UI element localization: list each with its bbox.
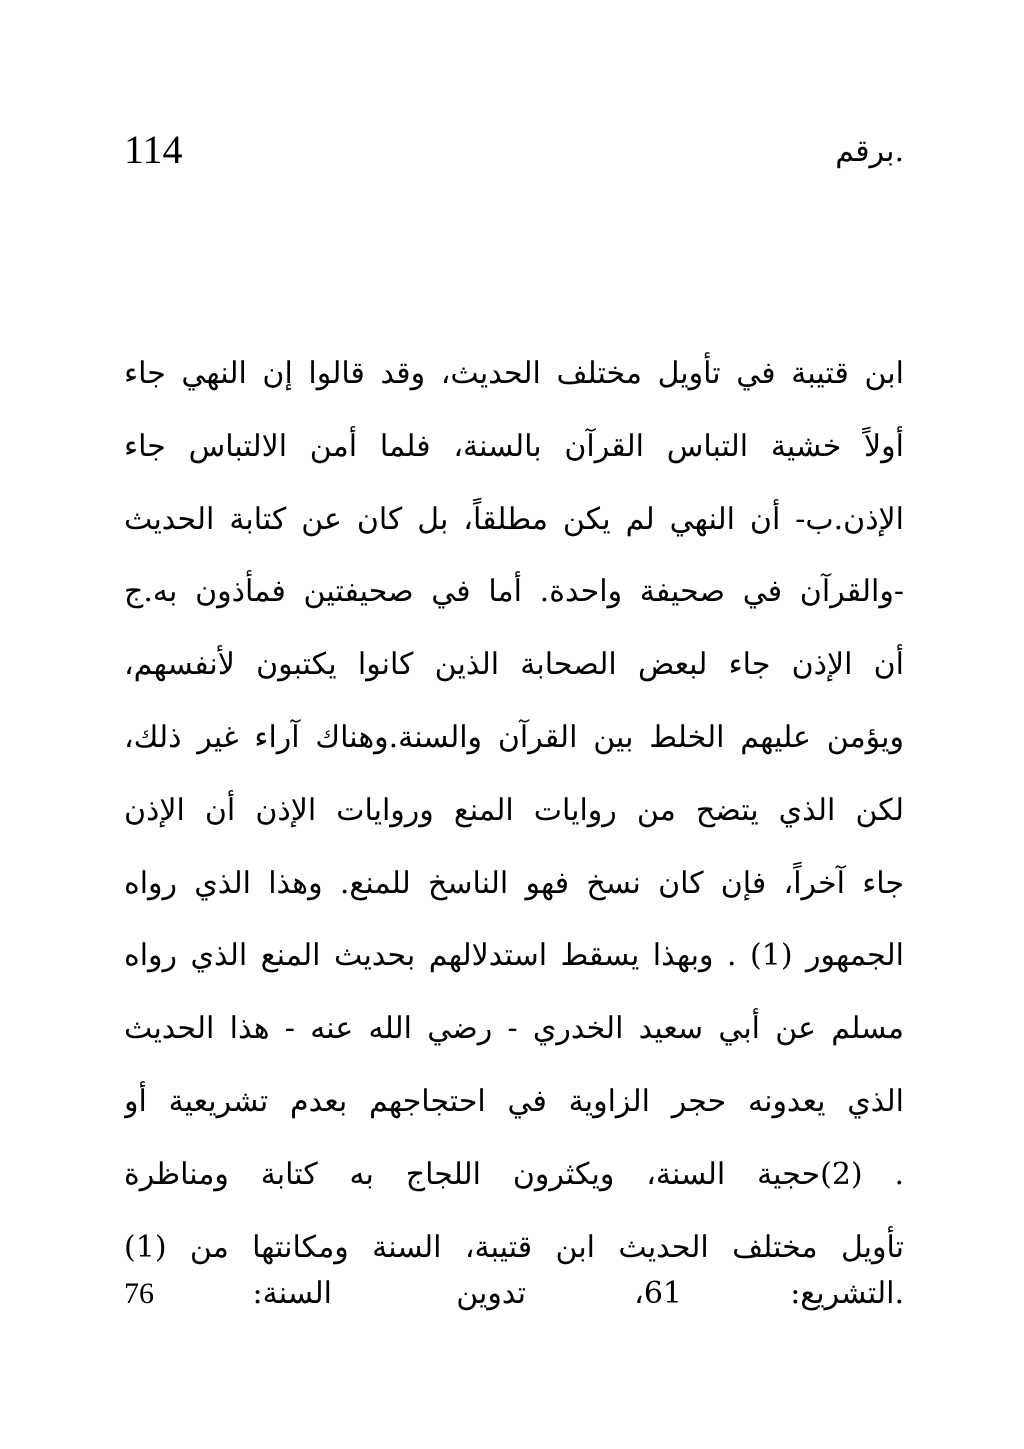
text-line: أن الإذن جاء لبعض الصحابة الذين كانوا يكتبون لأنفسهم، — [124, 647, 904, 683]
footnote-part: .التشريع: — [790, 1276, 904, 1311]
text-line: جاء آخراً، فإن كان نسخ فهو الناسخ للمنع. وهذا الذي رواه — [124, 865, 904, 901]
text-line: الإذن.ب- أن النهي لم يكن مطلقاً، بل كان عن كتابة الحديث — [124, 501, 904, 537]
text-line: أولاً خشية التباس القرآن بالسنة، فلما أمن الالتباس جاء — [124, 428, 904, 464]
text-line: الجمهور (1) . وبهذا يسقط استدلالهم بحديث المنع الذي رواه — [124, 938, 904, 974]
footnote-part: 61، — [634, 1276, 682, 1311]
header-text-fragment: .برقم — [835, 134, 904, 169]
text-line: ابن قتيبة في تأويل مختلف الحديث، وقد قالوا إن النهي جاء — [124, 356, 904, 391]
text-line: -والقرآن في صحيفة واحدة. أما في صحيفتين فمأذون به.ج — [124, 574, 904, 610]
page-number: 114 — [124, 127, 183, 172]
page-header — [124, 124, 904, 184]
footnote-part: السنة: — [252, 1276, 332, 1311]
text-line: الذي يعدونه حجر الزاوية في احتجاجهم بعدم تشريعية أو — [124, 1083, 904, 1119]
text-line: مسلم عن أبي سعيد الخدري - رضي الله عنه - هذا الحديث — [124, 1011, 904, 1047]
text-line: لكن الذي يتضح من روايات المنع وروايات الإذن أن الإذن — [124, 792, 904, 828]
footnote-reference-line — [124, 1266, 904, 1322]
text-line: ويؤمن عليهم الخلط بين القرآن والسنة.وهناك آراء غير ذلك، — [124, 719, 904, 755]
footnote-part: تدوين — [456, 1276, 526, 1311]
text-line: . (2)حجية السنة، ويكثرون اللجاج به كتابة ومناظرة — [124, 1156, 904, 1192]
body-paragraph — [124, 338, 904, 1284]
footnote-line: تأويل مختلف الحديث ابن قتيبة، السنة ومكانتها من (1) — [124, 1229, 904, 1265]
footnote-page-number: 76 — [124, 1277, 154, 1310]
